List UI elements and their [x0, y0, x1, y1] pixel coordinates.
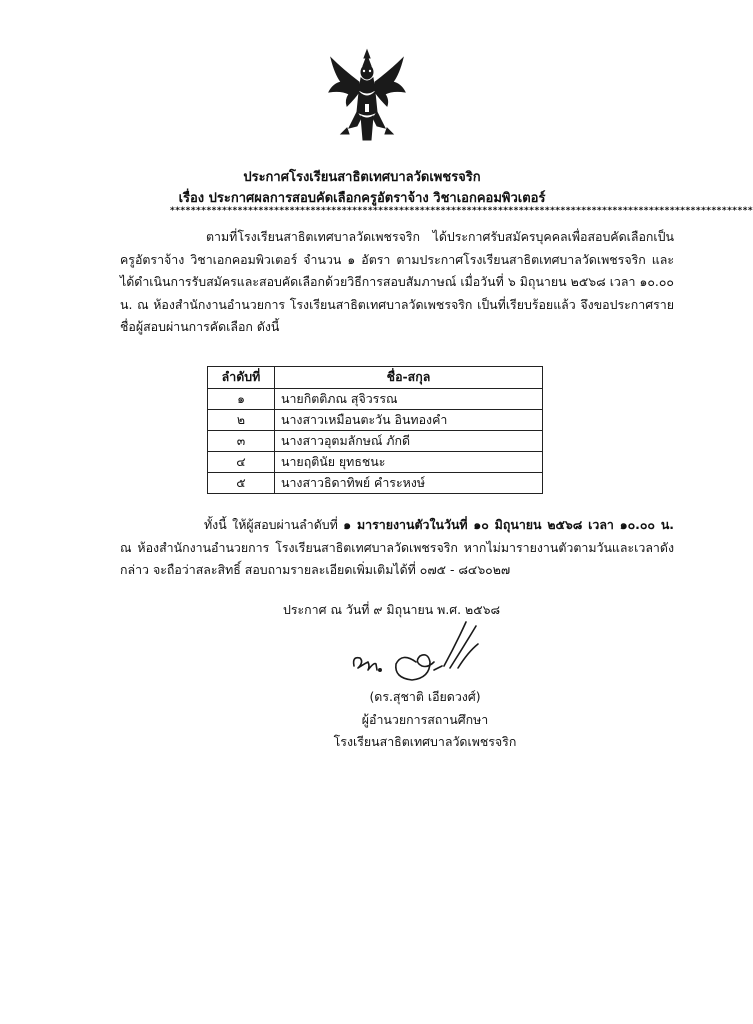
instruction-text-start: ทั้งนี้ ให้ผู้สอบผ่านลำดับที่: [204, 517, 344, 532]
table-header-row: [208, 367, 543, 389]
signer-name: (ดร.สุชาติ เอียดวงศ์): [369, 689, 481, 704]
instruction-text-end: ณ ห้องสำนักงานอำนวยการ โรงเรียนสาธิตเทศบาลวัดเพชรจริก หากไม่มารายงานตัวตามวันและเวลาดังกล่าว จะถือว่าสละสิทธิ์ สอบถามรายละเอียดเพิ่มเติมได้ที่ ๐๗๕ - ๘๔๖๐๒๗: [120, 539, 674, 578]
table-row: [208, 389, 543, 410]
instruction-paragraph: [120, 514, 674, 582]
table-row: [208, 431, 543, 452]
row-name: นายฤตินัย ยุทธชนะ: [275, 452, 543, 473]
signer-organization: โรงเรียนสาธิตเทศบาลวัดเพชรจริก: [333, 734, 517, 749]
signer-position: ผู้อำนวยการสถานศึกษา: [361, 712, 489, 727]
row-number: ๓: [208, 431, 275, 452]
garuda-emblem-icon: [327, 48, 407, 146]
row-name: นายกิตติภณ สุจิวรรณ: [275, 389, 543, 410]
table-row: [208, 473, 543, 494]
row-number: ๕: [208, 473, 275, 494]
document-title: ประกาศโรงเรียนสาธิตเทศบาลวัดเพชรจริก: [243, 170, 481, 185]
handwritten-signature-icon: [350, 616, 490, 686]
row-name: นางสาวเหมือนตะวัน อินทองคำ: [275, 410, 543, 431]
separator-line: ****************************************************************************************************************: [170, 206, 753, 216]
intro-paragraph: ตามที่โรงเรียนสาธิตเทศบาลวัดเพชรจริก ได้ประกาศรับสมัครบุคคลเพื่อสอบคัดเลือกเป็นครูอัตราจ้าง วิชาเอกคอมพิวเตอร์ จำนวน ๑ อัตรา ตามประกาศโรงเรียนสาธิตเทศบาลวัดเพชรจริก และได้ดำเนินการรับสมัครและสอบคัดเลือกด้วยวิธีการสอบสัมภาษณ์ เมื่อวันที่ ๖ มิถุนายน ๒๕๖๘ เวลา ๑๐.๐๐ น. ณ ห้องสำนักงานอำนวยการ โรงเรียนสาธิตเทศบาลวัดเพชรจริก เป็นที่เรียบร้อยแล้ว จึงขอประกาศรายชื่อผู้สอบผ่านการคัดเลือก ดังนี้: [120, 229, 674, 335]
row-number: ๔: [208, 452, 275, 473]
row-name: นางสาวอุตมลักษณ์ ภักดี: [275, 431, 543, 452]
row-number: ๑: [208, 389, 275, 410]
passed-candidates-table: [207, 366, 543, 494]
column-header-name: ชื่อ-สกุล: [275, 367, 543, 389]
column-header-order: ลำดับที่: [208, 367, 275, 389]
announcement-date: ประกาศ ณ วันที่ ๙ มิถุนายน พ.ศ. ๒๕๖๘: [283, 602, 501, 617]
table-row: [208, 410, 543, 431]
document-subject: เรื่อง ประกาศผลการสอบคัดเลือกครูอัตราจ้าง วิชาเอกคอมพิวเตอร์: [178, 191, 546, 206]
row-number: ๒: [208, 410, 275, 431]
instruction-report-date: ๑ มารายงานตัวในวันที่ ๑๐ มิถุนายน ๒๕๖๘ เวลา ๑๐.๐๐ น.: [343, 517, 674, 532]
row-name: นางสาวธิดาทิพย์ คำระหงษ์: [275, 473, 543, 494]
table-row: [208, 452, 543, 473]
